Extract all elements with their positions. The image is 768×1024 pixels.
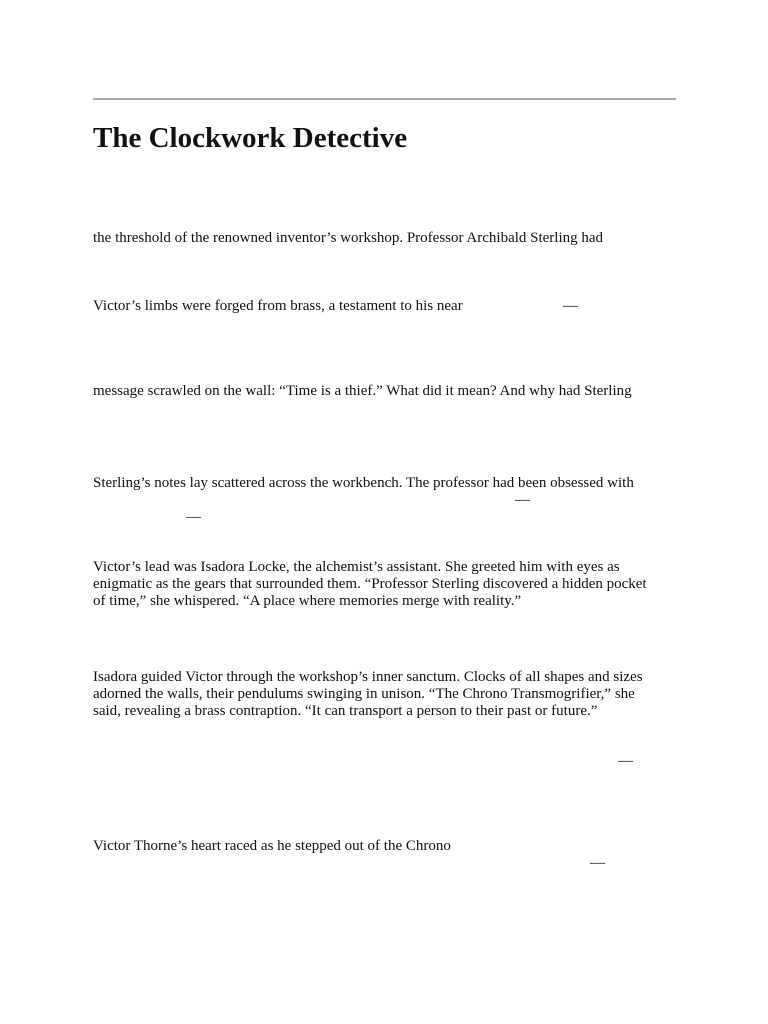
- page-title: The Clockwork Detective: [93, 122, 408, 154]
- em-dash: —: [563, 298, 578, 314]
- text-line: Victor Thorne’s heart raced as he stepped out of the Chrono: [93, 838, 451, 854]
- text-line: enigmatic as the gears that surrounded them. “Professor Sterling discovered a hidden pocket: [93, 576, 647, 592]
- text-line: message scrawled on the wall: “Time is a thief.” What did it mean? And why had Sterling: [93, 383, 632, 399]
- text-line: Sterling’s notes lay scattered across the workbench. The professor had been obsessed with: [93, 475, 634, 491]
- text-line: of time,” she whispered. “A place where memories merge with reality.”: [93, 593, 522, 609]
- text-line: said, revealing a brass contraption. “It can transport a person to their past or future.”: [93, 703, 598, 719]
- em-dash: —: [590, 855, 605, 871]
- text-line: the threshold of the renowned inventor’s workshop. Professor Archibald Sterling had: [93, 230, 604, 246]
- text-line: Isadora guided Victor through the workshop’s inner sanctum. Clocks of all shapes and sizes: [93, 669, 643, 685]
- em-dash: —: [515, 492, 530, 508]
- text-line: Victor’s lead was Isadora Locke, the alchemist’s assistant. She greeted him with eyes as: [93, 559, 620, 575]
- text-line: Victor’s limbs were forged from brass, a testament to his near: [93, 298, 463, 314]
- text-line: adorned the walls, their pendulums swinging in unison. “The Chrono Transmogrifier,” she: [93, 686, 635, 702]
- em-dash: —: [186, 509, 201, 525]
- top-rule: [93, 98, 676, 100]
- em-dash: —: [618, 753, 633, 769]
